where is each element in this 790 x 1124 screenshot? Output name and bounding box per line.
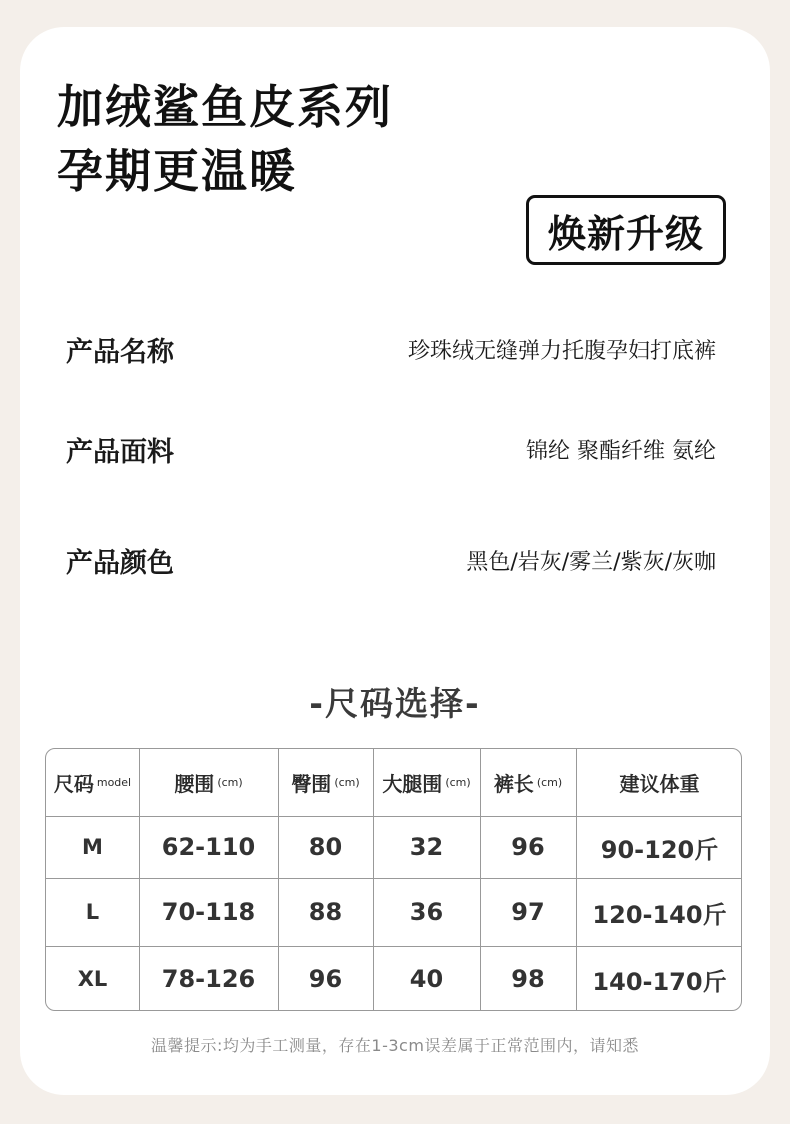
table-cell-thigh: 32 <box>409 833 444 861</box>
header-label: 尺码 <box>53 772 94 796</box>
table-cell-weight: 140-170斤 <box>592 967 727 996</box>
info-label: 产品名称 <box>66 337 174 368</box>
header-weight <box>576 749 742 816</box>
table-cell-size: L <box>85 900 100 924</box>
header-unit: (cm) <box>334 776 360 789</box>
info-value: 珍珠绒无缝弹力托腹孕妇打底裤 <box>407 339 716 364</box>
info-row-fabric <box>66 430 716 470</box>
header-length <box>480 749 576 816</box>
table-cell-hip: 96 <box>308 965 343 993</box>
header-label: 建议体重 <box>619 772 700 796</box>
header-label: 大腿围 <box>382 772 443 796</box>
table-cell-size: M <box>82 835 103 859</box>
header-waist <box>139 749 278 816</box>
header-label: 裤长 <box>493 772 534 796</box>
info-label: 产品面料 <box>66 437 174 468</box>
header-unit: (cm) <box>217 776 243 789</box>
info-label: 产品颜色 <box>66 548 174 579</box>
header-unit: (cm) <box>536 776 563 789</box>
info-row-color <box>66 541 716 581</box>
table-cell-hip: 88 <box>308 898 343 926</box>
info-row-name <box>66 330 716 370</box>
table-cell-length: 97 <box>511 898 545 926</box>
table-cell-length: 98 <box>511 965 545 993</box>
headline-line-1: 加绒鲨鱼皮系列 <box>57 80 393 134</box>
headline-line-2: 孕期更温暖 <box>57 144 297 198</box>
table-cell-waist: 62-110 <box>161 833 256 861</box>
table-cell-size: XL <box>77 967 108 991</box>
size-table <box>45 748 742 1011</box>
table-cell-thigh: 40 <box>409 965 444 993</box>
header-size <box>46 749 139 816</box>
upgrade-badge: 焕新升级 <box>526 195 726 265</box>
size-section-title: -尺码选择- <box>309 684 481 723</box>
header-label: 腰围 <box>174 772 215 796</box>
header-hip <box>278 749 373 816</box>
table-cell-waist: 78-126 <box>161 965 256 993</box>
table-cell-thigh: 36 <box>409 898 444 926</box>
header-label: 臀围 <box>291 772 332 796</box>
table-cell-length: 96 <box>511 833 545 861</box>
table-cell-weight: 90-120斤 <box>600 835 719 864</box>
info-value: 锦纶 聚酯纤维 氨纶 <box>526 439 716 464</box>
header-unit: model <box>96 776 132 789</box>
table-cell-weight: 120-140斤 <box>592 900 727 929</box>
info-value: 黑色/岩灰/雾兰/紫灰/灰咖 <box>466 550 716 575</box>
header-unit: (cm) <box>445 776 471 789</box>
table-cell-waist: 70-118 <box>161 898 256 926</box>
table-cell-hip: 80 <box>308 833 343 861</box>
header-thigh <box>373 749 480 816</box>
measurement-note: 温馨提示:均为手工测量，存在1-3cm误差属于正常范围内，请知悉 <box>151 1036 639 1055</box>
